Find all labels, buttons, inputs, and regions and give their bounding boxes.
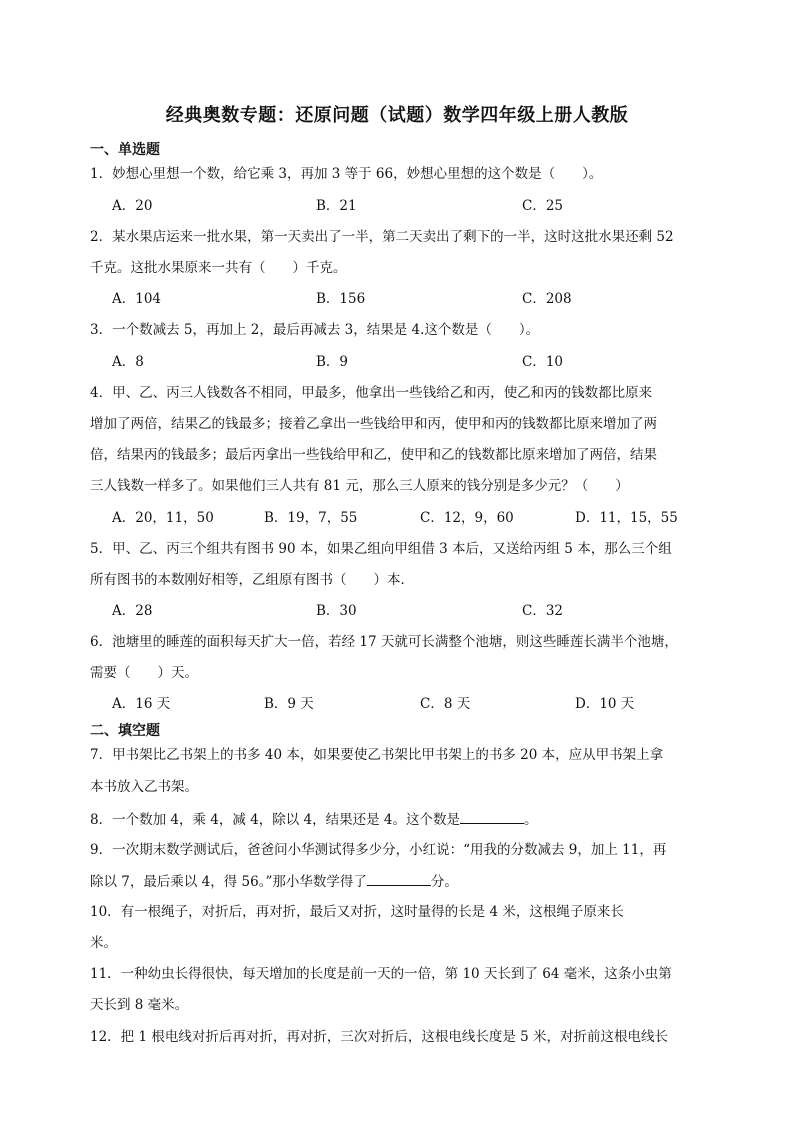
question-7-line-1: 7．甲书架比乙书架上的书多 40 本，如果要使乙书架比甲书架上的书多 20 本，应从甲书架上拿 <box>90 747 664 763</box>
option-b: B．9 天 <box>264 696 314 712</box>
answer-blank[interactable] <box>460 809 524 824</box>
question-9-text: 除以 7，最后乘以 4，得 56。”那小华数学得了 <box>90 874 367 890</box>
question-2-options <box>112 289 712 309</box>
option-a: A．28 <box>112 603 153 619</box>
option-a: A．8 <box>112 354 144 370</box>
question-5-line-1: 5．甲、乙、丙三个组共有图书 90 本，如果乙组向甲组借 3 本后，又送给丙组 5 本，那么三个组 <box>90 541 672 557</box>
option-b: B．19，7，55 <box>264 510 358 526</box>
question-10-line-1: 10．有一根绳子，对折后，再对折，最后又对折，这时量得的长是 4 米，这根绳子原来长 <box>90 904 624 920</box>
option-c: C．208 <box>522 291 572 307</box>
question-2-line-1: 2．某水果店运来一批水果，第一天卖出了一半，第二天卖出了剩下的一半，这时这批水果还剩 52 <box>90 229 674 245</box>
question-5-line-2: 所有图书的本数刚好相等，乙组原有图书（ ）本． <box>90 572 414 588</box>
option-b: B．9 <box>316 354 349 370</box>
question-8-end: 。 <box>524 812 538 828</box>
section-heading-fill-in: 二、填空题 <box>90 723 160 739</box>
question-4-line-3: 倍，结果丙的钱最多；最后丙拿出一些钱给甲和乙，使甲和乙的钱数都比原来增加了两倍，结果 <box>90 447 657 463</box>
option-c: C．8 天 <box>420 696 471 712</box>
answer-blank[interactable] <box>367 871 431 886</box>
question-8-text: 8．一个数加 4，乘 4，减 4，除以 4，结果还是 4。这个数是 <box>90 812 460 828</box>
option-a: A．16 天 <box>112 696 171 712</box>
question-9-line-1: 9．一次期末数学测试后，爸爸问小华测试得多少分，小红说：“用我的分数减去 9，加上 11，再 <box>90 842 667 858</box>
question-3: 3．一个数减去 5，再加上 2，最后再减去 3，结果是 4.这个数是（ ）。 <box>90 322 540 338</box>
option-b: B．30 <box>316 603 357 619</box>
option-a: A．20 <box>112 198 153 214</box>
question-1: 1．妙想心里想一个数，给它乘 3，再加 3 等于 66，妙想心里想的这个数是（ ）。 <box>90 166 603 182</box>
option-c: C．32 <box>522 603 564 619</box>
question-9-end: 分。 <box>430 874 458 890</box>
question-1-options <box>112 196 712 216</box>
option-d: D．11，15，55 <box>575 510 678 526</box>
question-9-line-2 <box>90 871 710 892</box>
question-2-line-2: 千克。这批水果原来一共有（ ）千克。 <box>90 260 347 276</box>
question-4-line-2: 增加了两倍，结果乙的钱最多；接着乙拿出一些钱给甲和丙，使甲和丙的钱数都比原来增加了两 <box>90 416 657 432</box>
option-c: C．25 <box>522 198 564 214</box>
question-11-line-1: 11．一种幼虫长得很快，每天增加的长度是前一天的一倍，第 10 天长到了 64 毫米，这条小虫第 <box>90 966 672 982</box>
option-c: C．10 <box>522 354 564 370</box>
question-11-line-2: 天长到 8 毫米。 <box>90 997 189 1013</box>
question-10-line-2: 米。 <box>90 935 117 951</box>
option-c: C．12，9，60 <box>420 510 514 526</box>
question-7-line-2: 本书放入乙书架。 <box>90 779 198 795</box>
question-6-line-1: 6．池塘里的睡莲的面积每天扩大一倍，若经 17 天就可长满整个池塘，则这些睡莲长满半个池塘， <box>90 634 678 650</box>
question-4-line-1: 4．甲、乙、丙三人钱数各不相同，甲最多，他拿出一些钱给乙和丙，使乙和丙的钱数都比原来 <box>90 385 653 401</box>
question-3-options <box>112 352 712 372</box>
question-8 <box>90 809 710 830</box>
option-b: B．21 <box>316 198 357 214</box>
option-a: A．20，11，50 <box>112 510 214 526</box>
page-title: 经典奥数专题：还原问题（试题）数学四年级上册人教版 <box>165 105 629 126</box>
option-a: A．104 <box>112 291 162 307</box>
option-b: B．156 <box>316 291 366 307</box>
question-6-options <box>112 694 712 714</box>
option-d: D．10 天 <box>575 696 635 712</box>
question-6-line-2: 需要（ ）天。 <box>90 665 198 681</box>
question-5-options <box>112 601 712 621</box>
question-4-line-4: 三人钱数一样多了。如果他们三人共有 81 元，那么三人原来的钱分别是多少元？（ ） <box>90 478 629 494</box>
question-12: 12．把 1 根电线对折后再对折，再对折，三次对折后，这根电线长度是 5 米，对折前这根电线长 <box>90 1029 669 1045</box>
question-4-options <box>112 508 712 528</box>
section-heading-single-choice: 一、单选题 <box>90 142 160 158</box>
